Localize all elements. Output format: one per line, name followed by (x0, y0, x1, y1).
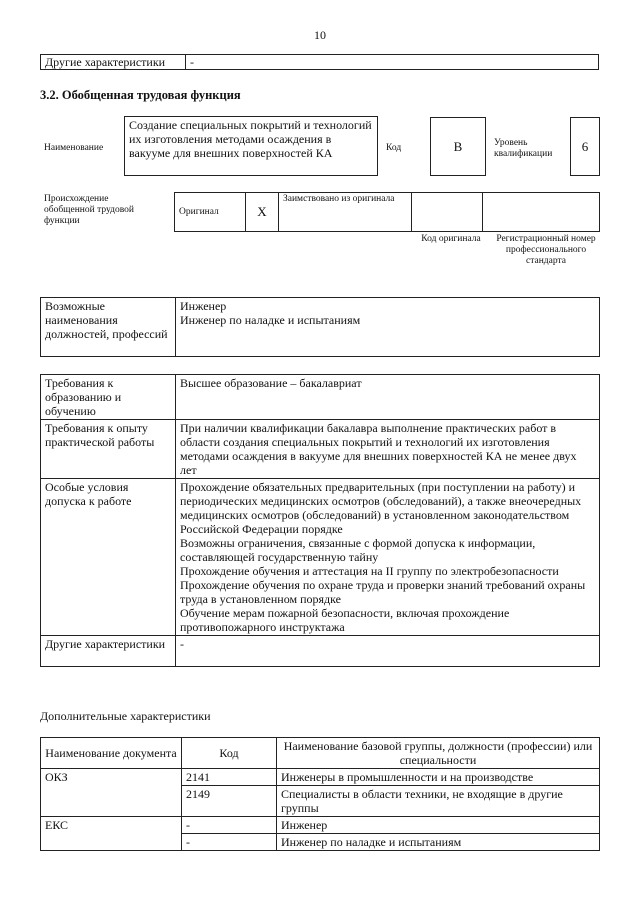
page-number: 10 (314, 28, 326, 42)
additional-row (41, 769, 600, 786)
additional-name: Инженеры в промышленности и на производстве (277, 769, 600, 786)
additional-row (41, 786, 600, 817)
top-characteristics-value: - (186, 55, 599, 70)
additional-header-row (41, 738, 600, 769)
origin-reg-caption: Регистрационный номер профессионального стандарта (496, 234, 596, 266)
requirement-row (41, 375, 600, 420)
additional-row (41, 834, 600, 851)
origin-table (174, 192, 600, 232)
origin-borrowed-label: Заимствовано из оригинала (279, 193, 412, 232)
additional-header-name: Наименование базовой группы, должности (профессии) или специальности (277, 738, 600, 769)
positions-list (176, 298, 600, 357)
requirement-row (41, 636, 600, 667)
additional-name: Специалисты в области техники, не входящие в другие группы (277, 786, 600, 817)
additional-name: Инженер по наладке и испытаниям (277, 834, 600, 851)
gtf-name-value: Создание специальных покрытий и технологий их изготовления методами осаждения в вакууме для внешних поверхностей КА (124, 116, 378, 176)
gtf-name-label: Наименование (44, 143, 104, 153)
additional-row (41, 817, 600, 834)
requirement-value: Прохождение обязательных предварительных (при поступлении на работу) и периодических медицинских осмотров (обследований), а также внеочередных медицинских осмотров (обследований) в установленном законодательством Российской Федерации порядке Возможны ограничения, связанные с формой допуска к информации, составляющей государственную тайну Прохождение обучения и аттестация на II группу по электробезопасности Прохождение обучения по охране труда и проверки знаний требований охраны труда в установленном порядке Обучение мерам пожарной безопасности, включая прохождение противопожарного инструктажа (176, 479, 600, 636)
additional-code: 2149 (182, 786, 277, 817)
section-title: 3.2. Обобщенная трудовая функция (40, 88, 241, 102)
gtf-level-value: 6 (570, 117, 600, 176)
requirement-row (41, 420, 600, 479)
positions-table (40, 297, 600, 357)
gtf-code-value: B (430, 117, 486, 176)
origin-label: Происхождение обобщенной трудовой функции (44, 194, 134, 226)
origin-original-label: Оригинал (175, 193, 246, 232)
positions-label: Возможные наименования должностей, профессий (41, 298, 176, 357)
additional-code: - (182, 834, 277, 851)
requirement-label: Требования к образованию и обучению (41, 375, 176, 420)
gtf-level-label: Уровень квалификации (494, 138, 553, 159)
additional-doc (41, 786, 182, 817)
requirement-label: Требования к опыту практической работы (41, 420, 176, 479)
additional-header-code: Код (182, 738, 277, 769)
gtf-code-label: Код (386, 143, 402, 153)
requirement-value: Высшее образование – бакалавриат (176, 375, 600, 420)
additional-doc: ЕКС (41, 817, 182, 834)
position-item: Инженер по наладке и испытаниям (180, 313, 361, 327)
additional-code: - (182, 817, 277, 834)
requirements-table (40, 374, 600, 667)
requirement-label: Особые условия допуска к работе (41, 479, 176, 636)
origin-reg-cell (483, 193, 600, 232)
position-item: Инженер (180, 299, 227, 313)
additional-header-doc: Наименование документа (41, 738, 182, 769)
requirement-row (41, 479, 600, 636)
top-characteristics-table (40, 54, 599, 70)
requirement-value: - (176, 636, 600, 667)
requirement-value: При наличии квалификации бакалавра выполнение практических работ в области создания специальных покрытий и технологий их изготовления методами осаждения в вакууме для внешних поверхностей КА не менее двух лет (176, 420, 600, 479)
origin-code-cell (412, 193, 483, 232)
origin-original-mark: X (246, 193, 279, 232)
top-characteristics-label: Другие характеристики (41, 55, 186, 70)
additional-doc (41, 834, 182, 851)
requirement-label: Другие характеристики (41, 636, 176, 667)
additional-title: Дополнительные характеристики (40, 709, 211, 723)
additional-doc: ОКЗ (41, 769, 182, 786)
origin-code-caption: Код оригинала (421, 234, 481, 244)
additional-name: Инженер (277, 817, 600, 834)
additional-table (40, 737, 600, 851)
additional-code: 2141 (182, 769, 277, 786)
